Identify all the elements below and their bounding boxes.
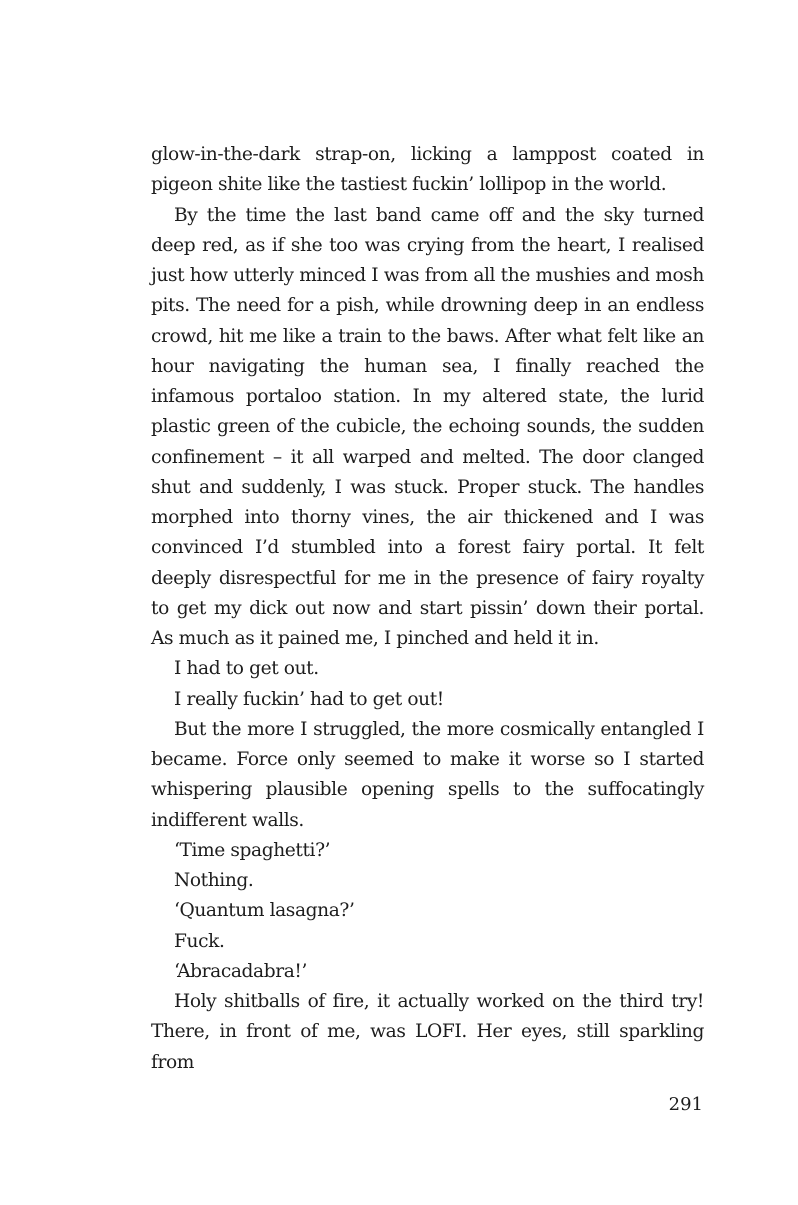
dialogue-time-spaghetti: ‘Time spaghetti?’ bbox=[174, 839, 331, 861]
paragraph-it-worked: Holy shitballs of fire, it actually worked on the third try! There, in front of me, was LOFI. Her eyes, still sparkling from bbox=[151, 991, 704, 1073]
page-number: 291 bbox=[668, 1094, 703, 1115]
paragraph-get-out: I had to get out. bbox=[174, 658, 319, 680]
paragraph-struggle: But the more I struggled, the more cosmically entangled I became. Force only seemed to make it worse so I started whispering plausible opening spells to the suffocatingly indifferent walls. bbox=[151, 718, 704, 831]
paragraph-really-get-out: I really fuckin’ had to get out! bbox=[174, 688, 444, 710]
paragraph-continued: glow-in-the-dark strap-on, licking a lamppost coated in pigeon shite like the tastiest fuckin’ lollipop in the world. bbox=[151, 144, 704, 196]
book-page-body bbox=[151, 140, 704, 1078]
paragraph-portaloo: By the time the last band came off and the sky turned deep red, as if she too was crying from the heart, I realised just how utterly minced I was from all the mushies and mosh pits. The need for a pish, while drowning deep in an endless crowd, hit me like a train to the baws. After what felt like an hour navigating the human sea, I finally reached the infamous portaloo station. In my altered state, the lurid plastic green of the cubicle, the echoing sounds, the sudden confinement – it all warped and melted. The door clanged shut and suddenly, I was stuck. Proper stuck. The handles morphed into thorny vines, the air thickened and I was convinced I’d stumbled into a forest fairy portal. It felt deeply disrespectful for me in the presence of fairy royalty to get my dick out now and start pissin’ down their portal. As much as it pained me, I pinched and held it in. bbox=[151, 204, 704, 649]
paragraph-nothing: Nothing. bbox=[174, 870, 254, 891]
paragraph-fuck: Fuck. bbox=[174, 930, 225, 952]
dialogue-abracadabra: ‘Abracadabra!’ bbox=[174, 960, 307, 982]
dialogue-quantum-lasagna: ‘Quantum lasagna?’ bbox=[174, 900, 355, 922]
